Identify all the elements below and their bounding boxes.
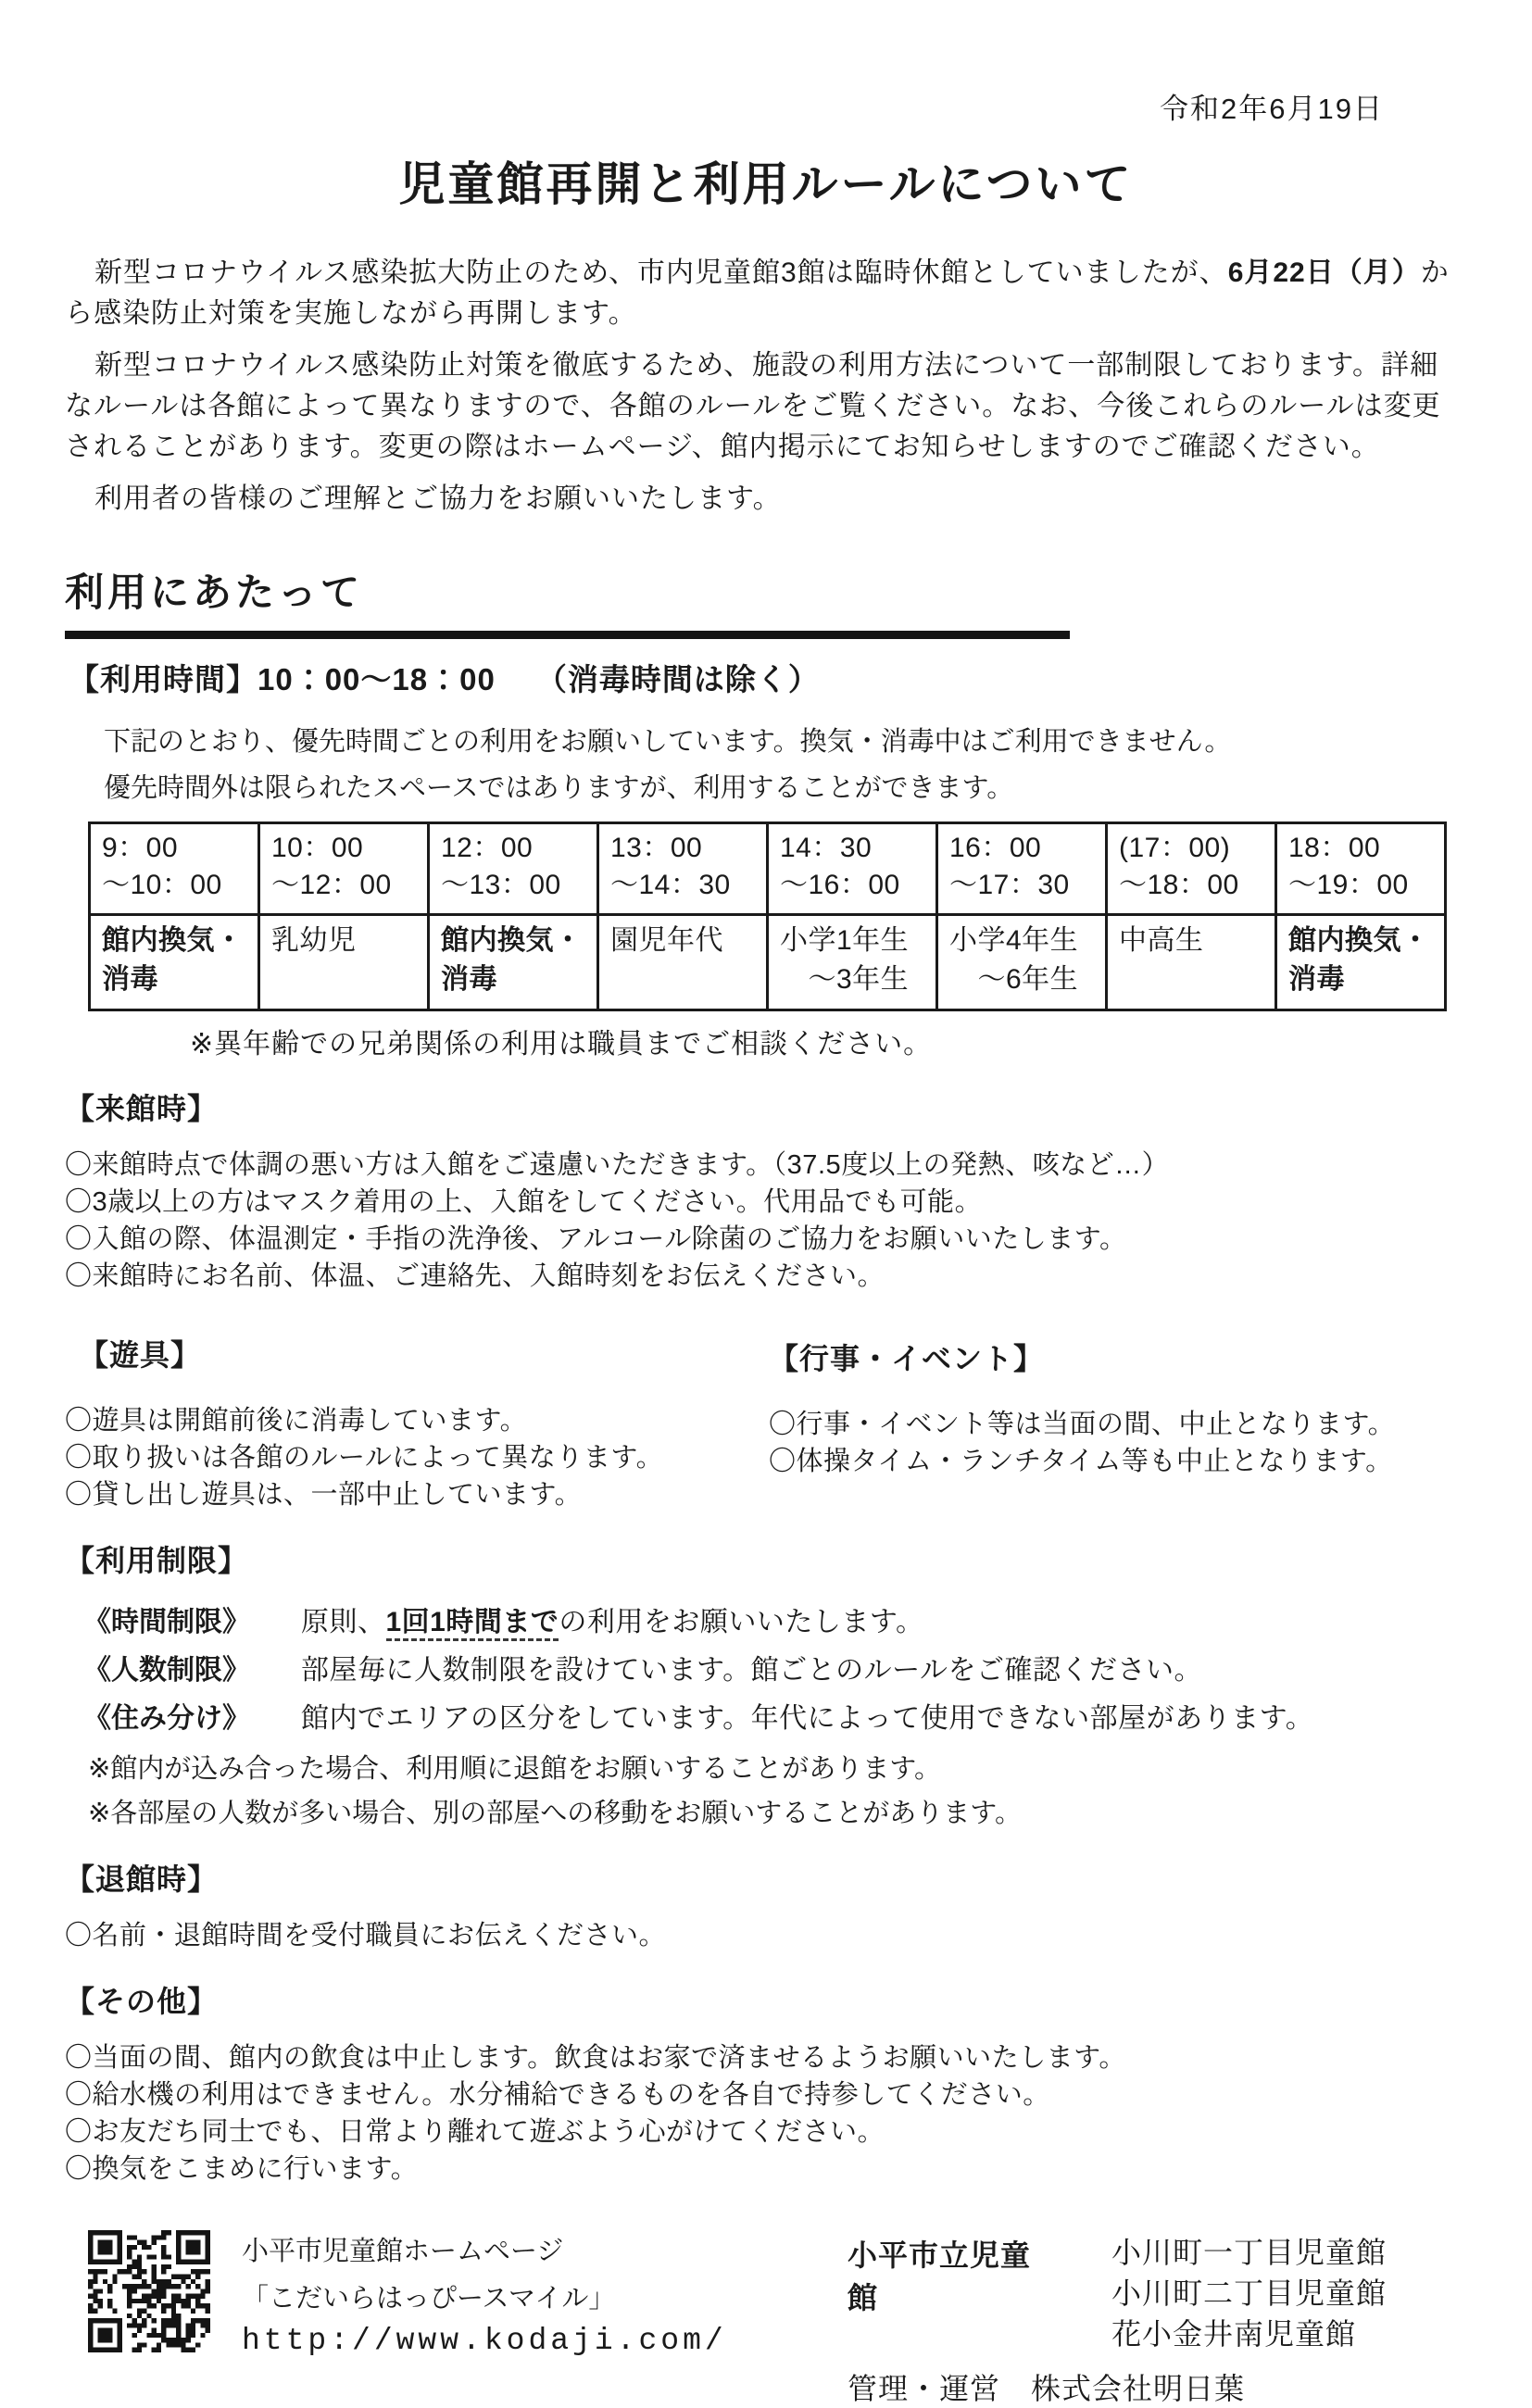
center-list [1111,2232,1387,2354]
intro-section [65,253,1460,520]
group-cell-ventilation: 館内換気・ 消毒 [1276,915,1446,1010]
toys-events-columns [0,1332,1532,1513]
restriction-note: ※各部屋の人数が多い場合、別の部屋への移動をお願いすることがあります。 [88,1799,1022,1828]
schedule-note: ※異年齢での兄弟関係の利用は職員までご相談ください。 [190,1029,933,1060]
section-heading-other: 【その他】 [65,1985,219,2018]
group-cell-ventilation: 館内換気・ 消毒 [429,915,598,1010]
group-cell: 園児年代 [598,915,768,1010]
section-heading-visit: 【来館時】 [65,1092,219,1125]
center-name: 花小金井南児童館 [1111,2317,1357,2351]
usage-description [104,723,1532,807]
section-heading-events: 【行事・イベント】 [769,1342,1045,1375]
schedule-groups-row [90,915,1446,1010]
homepage-name: 「こだいらはっぴースマイル」 [242,2283,616,2314]
intro-paragraph-2: 新型コロナウイルス感染防止対策を徹底するため、施設の利用方法について一部制限しております。詳細なルールは各館によって異なりますので、各館のルールをご覧ください。なお、今後これらのルールは変更されることがあります。変更の際はホームページ、館内掲示にてお知らせしますのでご確認ください。 [65,350,1441,462]
bullet-item: 〇貸し出し遊具は、一部中止しています。 [65,1480,583,1510]
rule-label: 《時間制限》 [83,1607,250,1637]
bullet-item: 〇入館の際、体温測定・手指の洗浄後、アルコール除菌のご協力をお願いいたします。 [65,1224,1127,1254]
bullet-item: 〇お友だち同士でも、日常より離れて遊ぶよう心がけてください。 [65,2117,885,2147]
org-name: 小平市立児童館 [848,2239,1032,2314]
center-name: 小川町二丁目児童館 [1111,2276,1388,2310]
usage-desc-line-2: 優先時間外は限られたスペースではありますが、利用することができます。 [104,773,1014,803]
events-bullet-list [769,1406,1532,1480]
time-cell: (17：00) ～18：00 [1107,823,1276,915]
toys-bullet-list [65,1402,769,1513]
restriction-note: ※館内が込み合った場合、利用順に退館をお願いすることがあります。 [88,1754,941,1784]
schedule-times-row [90,823,1446,915]
section-heading-usage: 利用にあたって [65,562,1070,639]
reopen-date-emphasis: 6月22日（月） [1227,257,1421,288]
intro-paragraph-3: 利用者の皆様のご理解とご協力をお願いいたします。 [94,483,782,514]
toys-column [0,1332,769,1513]
restriction-rules [83,1604,1532,1737]
hours-line [69,656,1532,699]
events-column [769,1332,1532,1513]
bullet-item: 〇換気をこまめに行います。 [65,2154,419,2184]
management-line: 管理・運営 株式会社明日葉 [848,2372,1246,2405]
footer-org-block [848,2230,1387,2408]
bullet-item: 〇当面の間、館内の飲食は中止します。飲食はお家で済ませるようお願いいたします。 [65,2043,1126,2073]
rule-label: 《人数制限》 [83,1655,250,1686]
bullet-item: 〇取り扱いは各館のルールによって異なります。 [65,1443,664,1473]
footer-homepage-block [88,2230,820,2408]
bullet-item: 〇遊具は開館前後に消毒しています。 [65,1406,528,1436]
bullet-item: 〇3歳以上の方はマスク着用の上、入館をしてください。代用品でも可能。 [65,1187,983,1217]
time-cell: 14：30 ～16：00 [768,823,937,915]
document-date: 令和2年6月19日 [1160,93,1384,125]
page-title: 児童館再開と利用ルールについて [398,158,1134,210]
bullet-item: 〇行事・イベント等は当面の間、中止となります。 [769,1410,1396,1439]
bullet-item: 〇来館時点で体調の悪い方は入館をご遠慮いただきます。（37.5度以上の発熱、咳など…） [65,1150,1170,1180]
hours-value: 10：00～18：00 [257,662,496,696]
intro-p1-pre: 新型コロナウイルス感染拡大防止のため、市内児童館3館は臨時休館としていましたが、 [94,257,1228,288]
rule-row-time-limit [83,1604,1532,1641]
section-heading-leave: 【退館時】 [65,1862,219,1896]
hours-note: （消毒時間は除く） [535,662,820,696]
homepage-texts [242,2230,727,2358]
bullet-item: 〇体操タイム・ランチタイム等も中止となります。 [769,1447,1393,1476]
bullet-item: 〇給水機の利用はできません。水分補給できるものを各自で持参してください。 [65,2080,1050,2110]
restriction-notes [88,1750,1532,1832]
qr-code-icon [88,2230,210,2352]
time-cell: 10：00 ～12：00 [259,823,429,915]
homepage-label: 小平市児童館ホームページ [242,2237,564,2266]
bullet-item: 〇名前・退館時間を受付職員にお伝えください。 [65,1921,667,1950]
time-cell: 12：00 ～13：00 [429,823,598,915]
time-cell: 9：00 ～10：00 [90,823,259,915]
rule-label: 《住み分け》 [83,1703,250,1734]
other-bullet-list [65,2039,1532,2188]
rule-text: 部屋毎に人数制限を設けています。館ごとのルールをご確認ください。 [301,1655,1202,1686]
rule-text-post: の利用をお願いいたします。 [559,1607,924,1637]
intro-p1-post: から感染防止対策を実施しながら再開します。 [65,257,1450,329]
group-cell: 小学4年生 ～6年生 [937,915,1107,1010]
rule-text: 館内でエリアの区分をしています。年代によって使用できない部屋があります。 [301,1703,1314,1734]
group-cell: 乳幼児 [259,915,429,1010]
center-name: 小川町一丁目児童館 [1111,2236,1388,2269]
rule-text-pre: 原則、 [301,1607,386,1637]
group-cell-ventilation: 館内換気・ 消毒 [90,915,259,1010]
rule-text-emphasis: 1回1時間まで [386,1607,559,1641]
bullet-item: 〇来館時にお名前、体温、ご連絡先、入館時刻をお伝えください。 [65,1261,885,1291]
footer [88,2230,1532,2408]
time-cell: 16：00 ～17：30 [937,823,1107,915]
rule-row-capacity-limit [83,1652,1532,1689]
section-heading-toys: 【遊具】 [79,1338,202,1372]
time-cell: 18：00 ～19：00 [1276,823,1446,915]
org-row [848,2232,1387,2354]
rule-text [301,1604,923,1641]
section-heading-restrictions: 【利用制限】 [65,1544,249,1577]
schedule-table [88,821,1447,1011]
intro-paragraph-1 [65,253,1460,334]
time-cell: 13：00 ～14：30 [598,823,768,915]
group-cell: 小学1年生 ～3年生 [768,915,937,1010]
visit-bullet-list [65,1147,1532,1295]
hours-label: 【利用時間】 [69,662,257,696]
leave-bullet-list [65,1917,1532,1954]
rule-row-zoning [83,1700,1532,1737]
homepage-url: http://www.kodaji.com/ [242,2324,727,2358]
group-cell: 中高生 [1107,915,1276,1010]
usage-desc-line-1: 下記のとおり、優先時間ごとの利用をお願いしています。換気・消毒中はご利用できません。 [104,727,1232,757]
